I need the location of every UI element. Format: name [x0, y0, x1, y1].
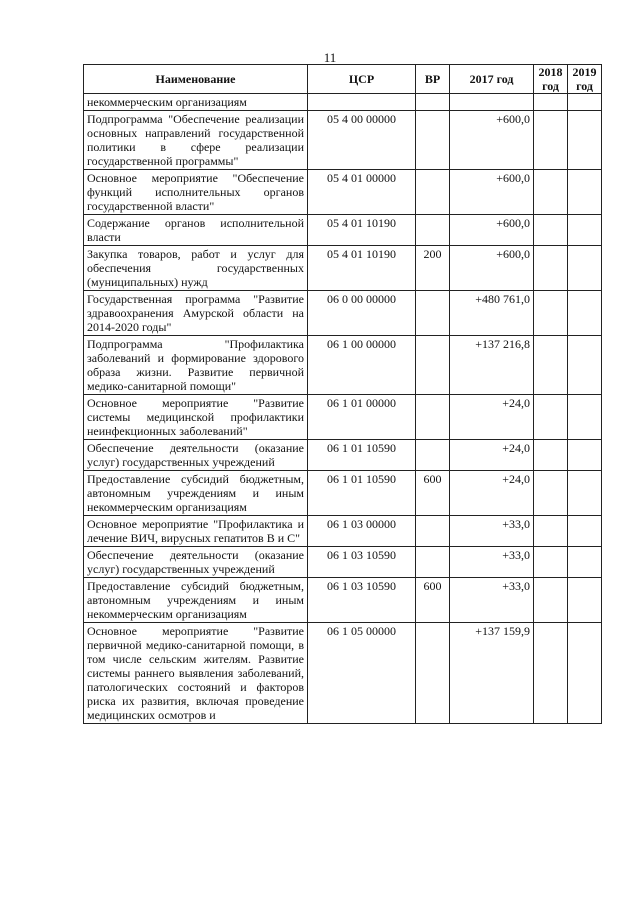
row-name: Подпрограмма "Профилактика заболеваний и формирование здорового образа жизни. Развитие первичной медико-санитарной помощи"	[84, 336, 308, 395]
table-row	[84, 578, 602, 623]
row-2019	[568, 516, 602, 547]
table-row	[84, 471, 602, 516]
row-2018	[534, 246, 568, 291]
row-csr: 06 1 03 10590	[308, 578, 416, 623]
row-2017	[450, 94, 534, 111]
row-name: Основное мероприятие "Профилактика и лечение ВИЧ, вирусных гепатитов В и С"	[84, 516, 308, 547]
table-body	[84, 94, 602, 724]
header-name: Наименование	[84, 65, 308, 94]
table-header-row	[84, 65, 602, 94]
page-number: 11	[323, 50, 337, 65]
row-2019	[568, 94, 602, 111]
row-2018	[534, 291, 568, 336]
row-csr: 06 1 00 00000	[308, 336, 416, 395]
row-vr	[416, 336, 450, 395]
header-2018: 2018 год	[534, 65, 568, 94]
row-2018	[534, 94, 568, 111]
row-name: Предоставление субсидий бюджетным, автономным учреждениям и иным некоммерческим организациям	[84, 471, 308, 516]
row-2019	[568, 170, 602, 215]
row-2017: +600,0	[450, 170, 534, 215]
row-2018	[534, 516, 568, 547]
row-2017: +137 159,9	[450, 623, 534, 724]
table-row	[84, 623, 602, 724]
row-csr: 05 4 01 00000	[308, 170, 416, 215]
row-2019	[568, 623, 602, 724]
table-row	[84, 395, 602, 440]
table-row	[84, 246, 602, 291]
header-2017: 2017 год	[450, 65, 534, 94]
row-vr	[416, 94, 450, 111]
table-row	[84, 170, 602, 215]
row-2018	[534, 336, 568, 395]
row-2018	[534, 623, 568, 724]
row-2018	[534, 395, 568, 440]
row-2018	[534, 170, 568, 215]
row-name: Закупка товаров, работ и услуг для обеспечения государственных (муниципальных) нужд	[84, 246, 308, 291]
row-2019	[568, 395, 602, 440]
row-2017: +600,0	[450, 111, 534, 170]
row-2017: +33,0	[450, 547, 534, 578]
table-row	[84, 215, 602, 246]
row-csr: 06 1 01 10590	[308, 440, 416, 471]
row-csr: 06 0 00 00000	[308, 291, 416, 336]
row-vr: 600	[416, 578, 450, 623]
row-csr: 05 4 01 10190	[308, 215, 416, 246]
row-2017: +24,0	[450, 395, 534, 440]
table-row	[84, 111, 602, 170]
row-csr	[308, 94, 416, 111]
row-vr	[416, 623, 450, 724]
row-2017: +33,0	[450, 578, 534, 623]
row-name: Основное мероприятие "Обеспечение функций исполнительных органов государственной власти"	[84, 170, 308, 215]
row-csr: 05 4 01 10190	[308, 246, 416, 291]
row-name: Предоставление субсидий бюджетным, автономным учреждениям и иным некоммерческим организациям	[84, 578, 308, 623]
row-2018	[534, 440, 568, 471]
row-csr: 06 1 01 10590	[308, 471, 416, 516]
row-2019	[568, 336, 602, 395]
row-2018	[534, 547, 568, 578]
row-2017: +600,0	[450, 215, 534, 246]
row-csr: 06 1 01 00000	[308, 395, 416, 440]
row-2017: +600,0	[450, 246, 534, 291]
header-2019: 2019 год	[568, 65, 602, 94]
row-csr: 06 1 03 00000	[308, 516, 416, 547]
table-row	[84, 516, 602, 547]
row-2018	[534, 578, 568, 623]
row-name: Основное мероприятие "Развитие первичной медико-санитарной помощи, в том числе сельским жителям. Развитие системы раннего выявления заболеваний, патологических состояний и факторов риска их развития, включая проведение медицинских осмотров и	[84, 623, 308, 724]
row-vr	[416, 516, 450, 547]
row-2019	[568, 215, 602, 246]
table-row	[84, 547, 602, 578]
row-name: Обеспечение деятельности (оказание услуг) государственных учреждений	[84, 440, 308, 471]
row-2017: +137 216,8	[450, 336, 534, 395]
row-name: Подпрограмма "Обеспечение реализации основных направлений государственной политики в сфере реализации государственной программы"	[84, 111, 308, 170]
budget-table	[83, 64, 602, 724]
row-2018	[534, 111, 568, 170]
row-csr: 05 4 00 00000	[308, 111, 416, 170]
row-name: Обеспечение деятельности (оказание услуг) государственных учреждений	[84, 547, 308, 578]
row-2019	[568, 440, 602, 471]
header-csr: ЦСР	[308, 65, 416, 94]
row-2019	[568, 111, 602, 170]
row-2017: +33,0	[450, 516, 534, 547]
row-csr: 06 1 03 10590	[308, 547, 416, 578]
row-2019	[568, 547, 602, 578]
row-vr	[416, 547, 450, 578]
row-vr	[416, 395, 450, 440]
row-name: некоммерческим организациям	[84, 94, 308, 111]
row-vr	[416, 440, 450, 471]
row-vr	[416, 215, 450, 246]
table-row	[84, 336, 602, 395]
row-name: Содержание органов исполнительной власти	[84, 215, 308, 246]
row-vr	[416, 291, 450, 336]
table-row	[84, 94, 602, 111]
row-vr	[416, 111, 450, 170]
row-2018	[534, 215, 568, 246]
row-vr: 600	[416, 471, 450, 516]
row-csr: 06 1 05 00000	[308, 623, 416, 724]
header-vr: ВР	[416, 65, 450, 94]
table-row	[84, 440, 602, 471]
row-2017: +24,0	[450, 440, 534, 471]
row-name: Государственная программа "Развитие здравоохранения Амурской области на 2014-2020 годы"	[84, 291, 308, 336]
row-2019	[568, 246, 602, 291]
row-2018	[534, 471, 568, 516]
row-vr	[416, 170, 450, 215]
row-vr: 200	[416, 246, 450, 291]
table-row	[84, 291, 602, 336]
row-2017: +480 761,0	[450, 291, 534, 336]
row-name: Основное мероприятие "Развитие системы медицинской профилактики неинфекционных заболеваний"	[84, 395, 308, 440]
row-2017: +24,0	[450, 471, 534, 516]
row-2019	[568, 471, 602, 516]
row-2019	[568, 291, 602, 336]
row-2019	[568, 578, 602, 623]
